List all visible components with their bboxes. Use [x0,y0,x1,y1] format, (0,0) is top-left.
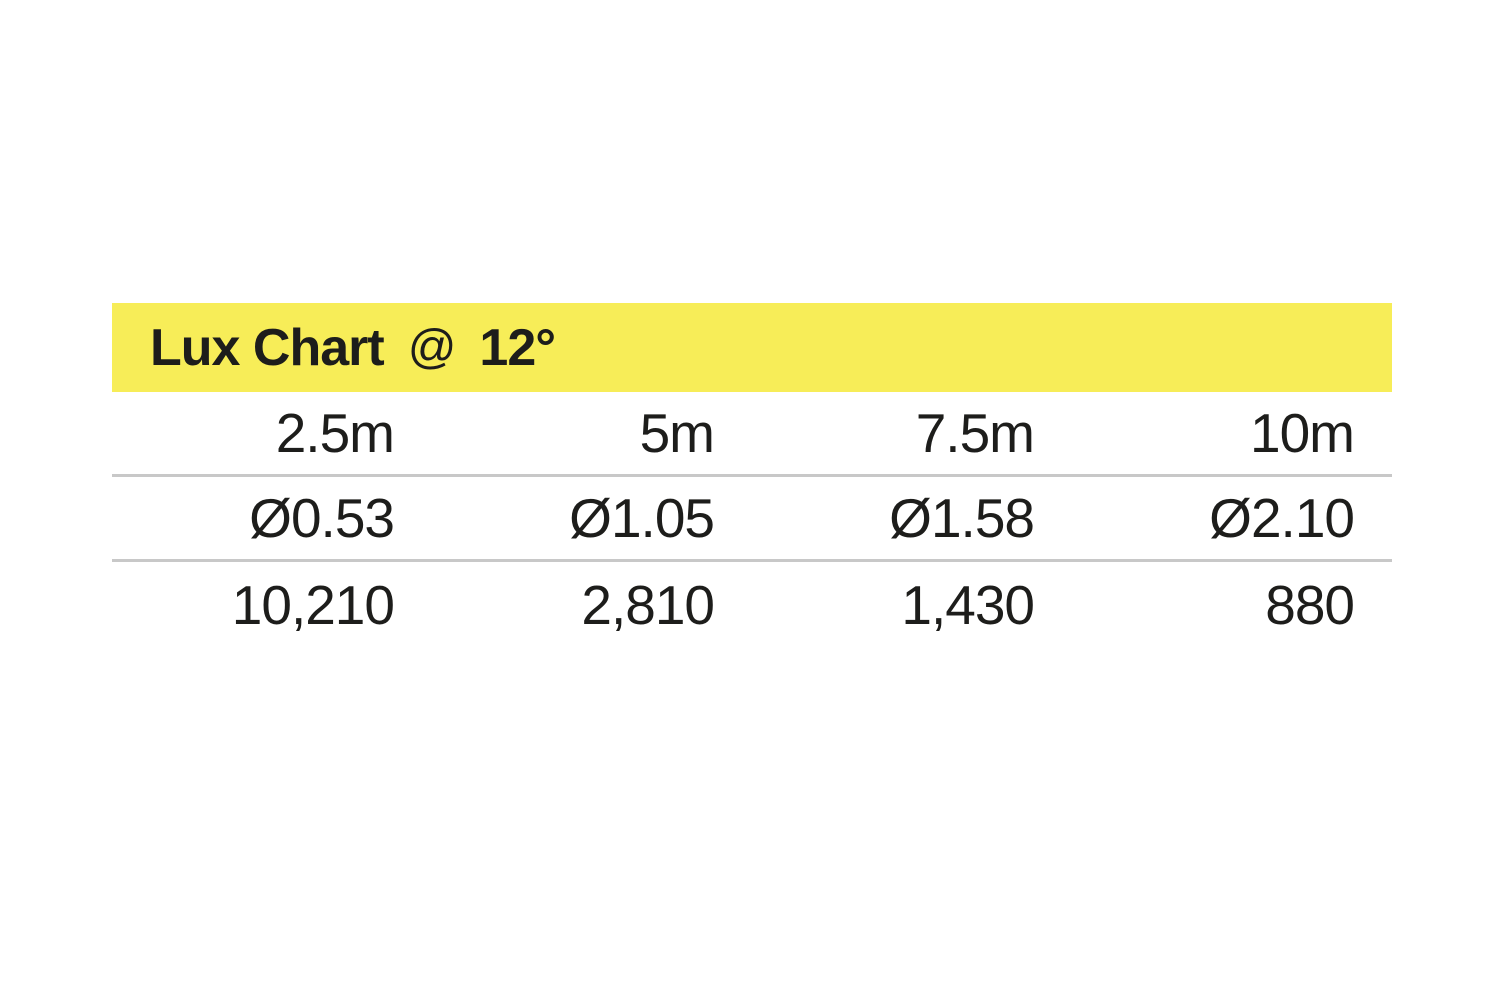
distance-cell: 10m [1250,402,1354,464]
distance-cell: 7.5m [915,402,1034,464]
at-symbol: @ [407,321,456,374]
lux-value-cell: 2,810 [581,573,714,636]
lux-value-cell: 10,210 [231,573,394,636]
table-row-lux [112,562,1392,647]
beam-angle-value: 12 [479,318,536,377]
distance-cell: 2.5m [275,402,394,464]
beam-diameter-cell: Ø2.10 [1209,487,1354,549]
lux-chart-title-bar [112,303,1392,392]
lux-chart-title: Lux Chart [150,318,384,377]
table-row-beam-diameter [112,477,1392,562]
distance-cell: 5m [639,402,714,464]
lux-value-cell: 1,430 [901,573,1034,636]
degree-symbol: ° [535,318,556,377]
lux-chart-table [112,303,1392,647]
beam-diameter-cell: Ø0.53 [249,487,394,549]
table-row-distance [112,392,1392,477]
lux-value-cell: 880 [1265,573,1354,636]
beam-diameter-cell: Ø1.05 [569,487,714,549]
beam-diameter-cell: Ø1.58 [889,487,1034,549]
